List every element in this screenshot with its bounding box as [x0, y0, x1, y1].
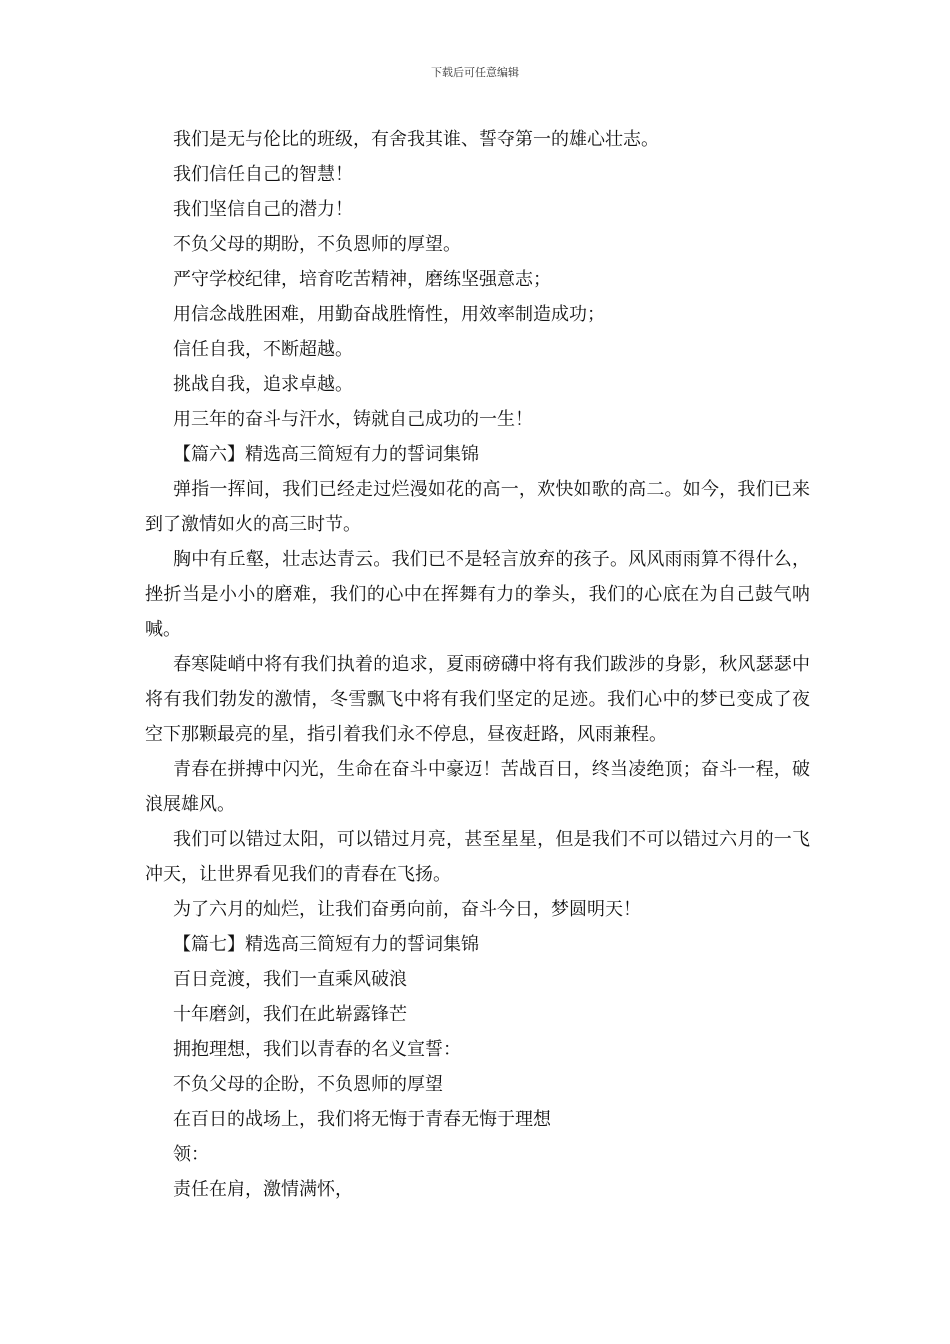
- paragraph: 春寒陡峭中将有我们执着的追求，夏雨磅礴中将有我们跋涉的身影，秋风瑟瑟中将有我们勃发的激情，冬雪飘飞中将有我们坚定的足迹。我们心中的梦已变成了夜空下那颗最亮的星，指引着我们永不停息，昼夜赶路，风雨兼程。: [145, 654, 810, 745]
- paragraph: 拥抱理想，我们以青春的名义宣誓：: [173, 1039, 461, 1060]
- paragraph: 青春在拼搏中闪光，生命在奋斗中豪迈！苦战百日，终当凌绝顶；奋斗一程，破浪展雄风。: [145, 759, 810, 815]
- paragraph: 十年磨剑，我们在此崭露锋芒: [173, 1004, 407, 1025]
- paragraph: 我们坚信自己的潜力！: [173, 199, 353, 220]
- paragraph: 不负父母的期盼，不负恩师的厚望。: [173, 234, 461, 255]
- paragraph: 我们可以错过太阳，可以错过月亮，甚至星星，但是我们不可以错过六月的一飞冲天，让世界看见我们的青春在飞扬。: [145, 829, 810, 885]
- paragraph: 用三年的奋斗与汗水，铸就自己成功的一生！: [173, 409, 533, 430]
- paragraph: 在百日的战场上，我们将无悔于青春无悔于理想: [173, 1109, 551, 1130]
- paragraph: 用信念战胜困难，用勤奋战胜惰性，用效率制造成功；: [173, 304, 605, 325]
- paragraph: 胸中有丘壑，壮志达青云。我们已不是轻言放弃的孩子。风风雨雨算不得什么，挫折当是小小的磨难，我们的心中在挥舞有力的拳头，我们的心底在为自己鼓气呐喊。: [145, 549, 810, 640]
- paragraph: 领：: [173, 1144, 209, 1165]
- paragraph: 我们是无与伦比的班级，有舍我其谁、誓夺第一的雄心壮志。: [173, 129, 659, 150]
- document-body: [145, 122, 810, 1207]
- paragraph: 弹指一挥间，我们已经走过烂漫如花的高一，欢快如歌的高二。如今，我们已来到了激情如火的高三时节。: [145, 479, 810, 535]
- paragraph: 挑战自我，追求卓越。: [173, 374, 353, 395]
- paragraph: 信任自我，不断超越。: [173, 339, 353, 360]
- page-header: 下载后可任意编辑: [431, 66, 519, 79]
- section-heading: 【篇七】精选高三简短有力的誓词集锦: [173, 934, 479, 955]
- paragraph: 严守学校纪律，培育吃苦精神，磨练坚强意志；: [173, 269, 551, 290]
- paragraph: 不负父母的企盼，不负恩师的厚望: [173, 1074, 443, 1095]
- section-heading: 【篇六】精选高三简短有力的誓词集锦: [173, 444, 479, 465]
- paragraph: 百日竞渡，我们一直乘风破浪: [173, 969, 407, 990]
- paragraph: 为了六月的灿烂，让我们奋勇向前，奋斗今日，梦圆明天！: [173, 899, 641, 920]
- paragraph: 我们信任自己的智慧！: [173, 164, 353, 185]
- paragraph: 责任在肩，激情满怀，: [173, 1179, 353, 1200]
